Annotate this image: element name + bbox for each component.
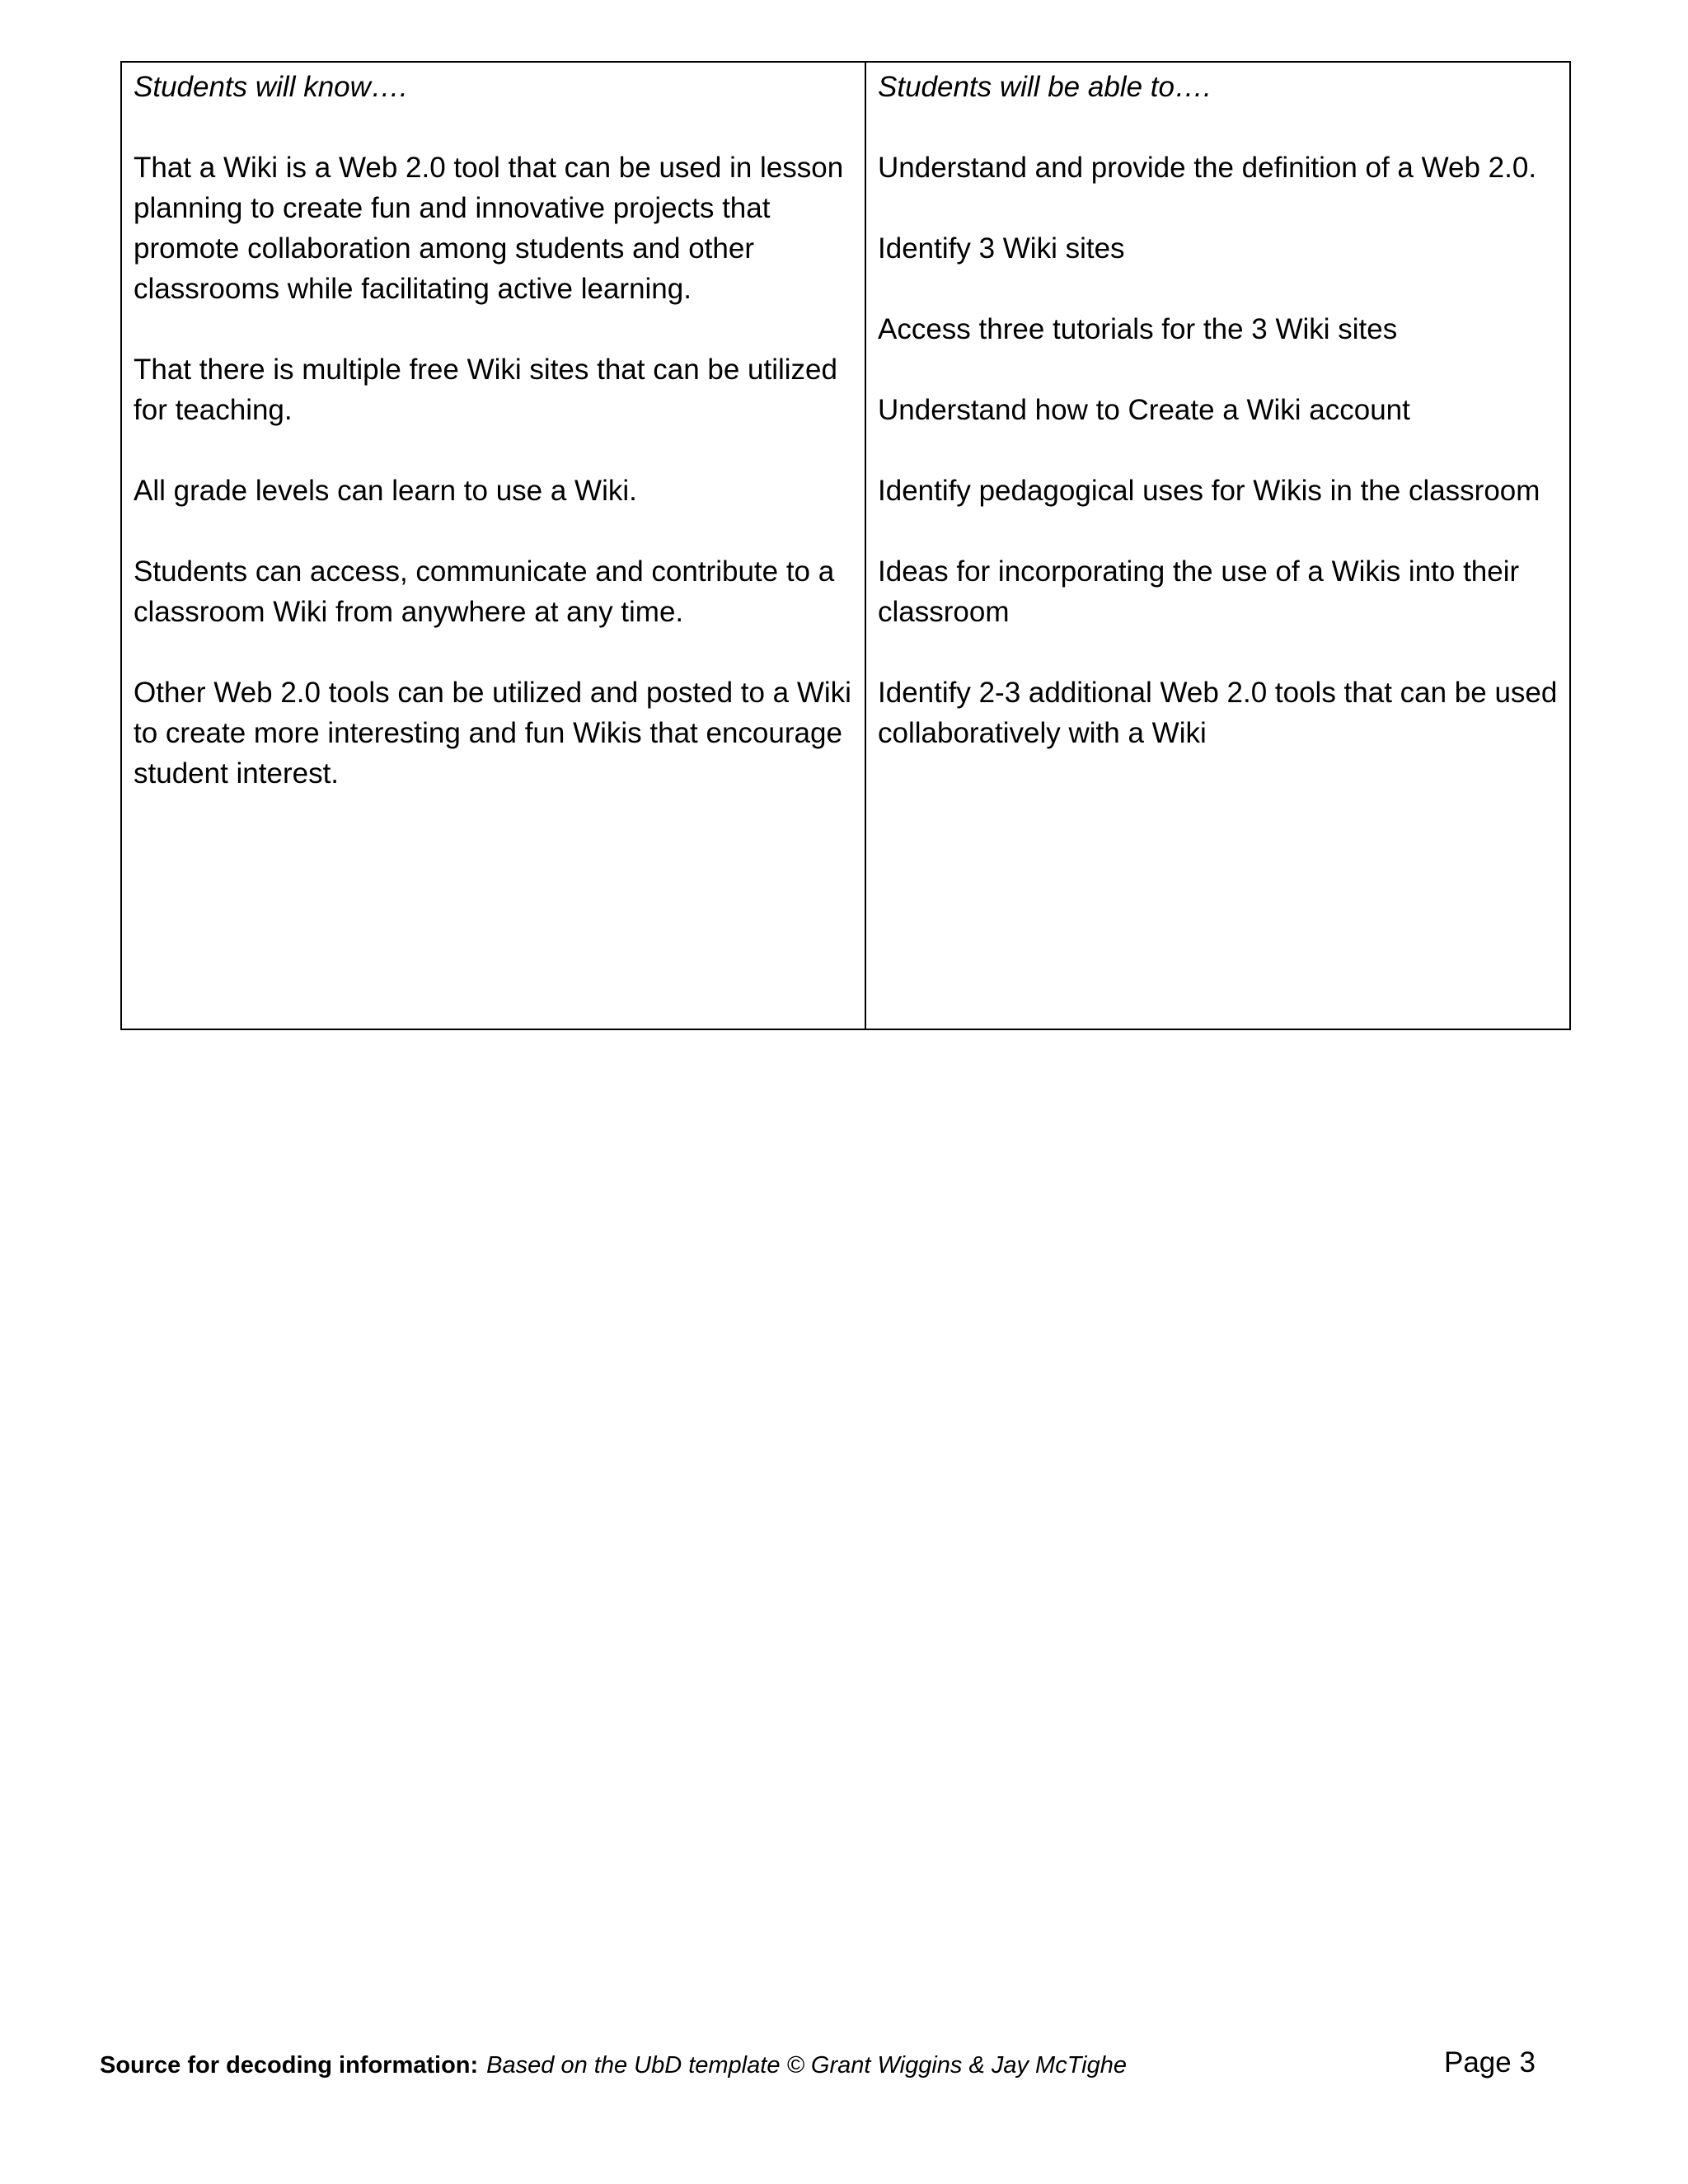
know-item: Students can access, communicate and contribute to a classroom Wiki from anywhere at any time. [134,555,835,628]
skill-item: Identify 2-3 additional Web 2.0 tools that can be used collaboratively with a Wiki [878,677,1558,749]
skill-item: Identify pedagogical uses for Wikis in the classroom [878,475,1540,507]
students-will-know-list [134,148,853,794]
skill-item: Understand and provide the definition of a Web 2.0. [878,152,1537,184]
know-item: That there is multiple free Wiki sites that can be utilized for teaching. [134,354,837,426]
know-item: Other Web 2.0 tools can be utilized and posted to a Wiki to create more interesting and fun Wikis that encourage student interest. [134,677,851,790]
know-item: That a Wiki is a Web 2.0 tool that can be used in lesson planning to create fun and innovative projects that promote collaboration among students and other classrooms while facilitating active learning. [134,152,844,305]
skill-item: Ideas for incorporating the use of a Wikis into their classroom [878,555,1520,628]
footer-source [100,2049,1127,2082]
page-number: Page 3 [1444,2046,1536,2079]
students-will-be-able-to-list [878,148,1558,753]
students-will-know-header: Students will know…. [134,71,408,103]
source-text: Based on the UbD template © Grant Wiggins & Jay McTighe [486,2052,1127,2079]
skill-item: Identify 3 Wiki sites [878,232,1125,265]
students-will-know-column [122,63,866,1029]
skill-item: Access three tutorials for the 3 Wiki sites [878,313,1398,345]
source-label: Source for decoding information: [100,2052,479,2079]
know-item: All grade levels can learn to use a Wiki. [134,475,637,507]
students-will-be-able-to-header: Students will be able to…. [878,71,1212,103]
skill-item: Understand how to Create a Wiki account [878,394,1410,426]
students-will-be-able-to-column [866,63,1569,1029]
understanding-table [120,61,1571,1030]
